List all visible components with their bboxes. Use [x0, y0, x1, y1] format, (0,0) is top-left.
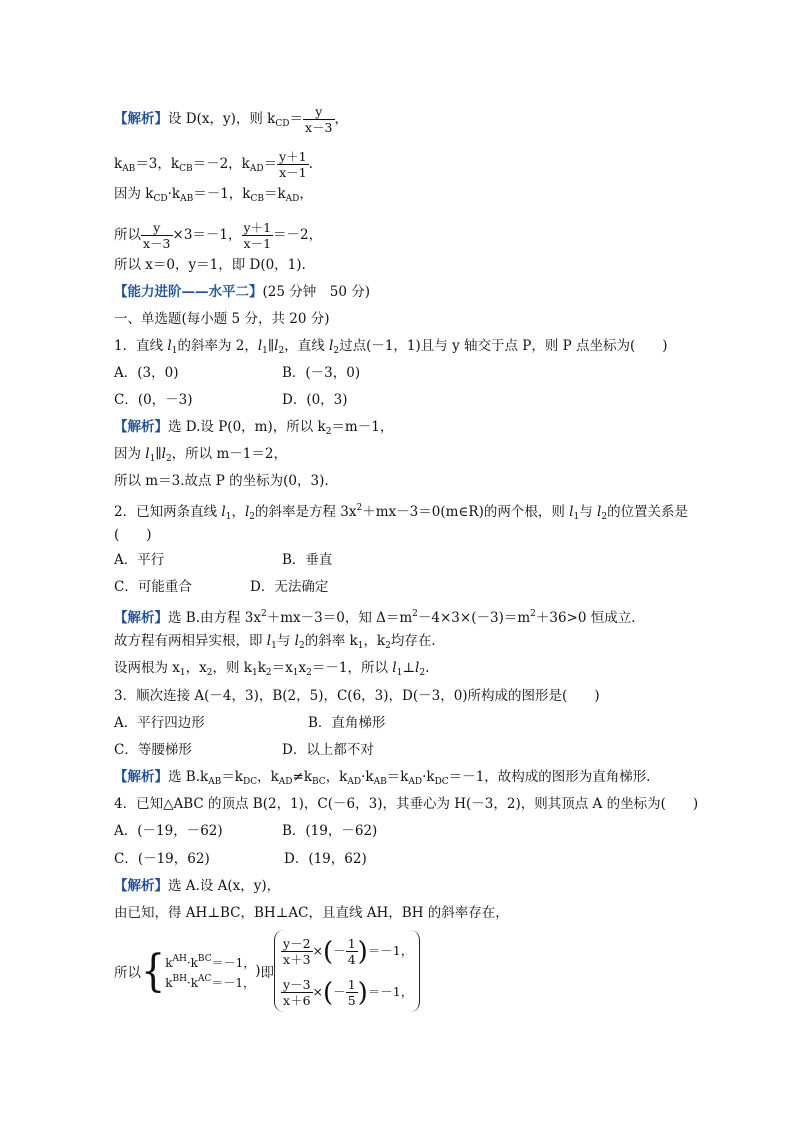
q3-stem: 3．顺次连接 A(－4，3)，B(2，5)，C(6，3)，D(－3，0)所构成的图形是( ): [114, 688, 600, 704]
q4-option-d: D．(19，62): [284, 851, 367, 867]
q2-option-d: D．无法确定: [250, 579, 329, 595]
q2-answer-line-2: 故方程有两相异实根，即 $l_1$与 $l_2$的斜率 $k_1$，$k_2$均存在．: [114, 633, 445, 651]
q2-option-c: C．可能重合: [114, 579, 192, 595]
section-title: 一、单选题(每小题 5 分，共 20 分): [114, 311, 330, 327]
q4-answer-line-2: 由已知，得 AH⊥BC，BH⊥AC，且直线 AH，BH 的斜率存在，: [114, 905, 509, 921]
left-brace: {: [141, 945, 166, 997]
q4-equation-system: 所以{ $k^{AH}\cdot k^{BC}=-1$， $k^{BH}\cdot k^{AC}=-1$， )即 $\frac{y-2}{x+3}$ ×(－ $\frac{1}{4}$ )＝－1， $\frac{y-3}{x+6}$ ×(－ $\frac{1}{5}$ )＝－1，: [114, 930, 420, 1012]
q2-stem-bracket: ( ): [114, 527, 152, 543]
q1-stem: 1．直线 $l_1$的斜率为 2，$l_1\parallel l_2$，直线 $l_2$过点(－1，1)且与 y 轴交于点 P，则 P 点坐标为( ): [114, 338, 668, 356]
level-tag: 【能力进阶——水平二】: [114, 284, 263, 300]
expanded-equation-system: $\frac{y-2}{x+3}$ ×(－ $\frac{1}{4}$ )＝－1， $\frac{y-3}{x+6}$ ×(－ $\frac{1}{5}$ )＝－1，: [274, 930, 420, 1012]
fraction: $\frac{y}{x-3}$: [143, 220, 171, 251]
q1-option-a: A．(3，0): [114, 365, 179, 381]
q3-option-c: C．等腰梯形: [114, 742, 192, 758]
q4-option-b: B．(19，－62): [282, 823, 378, 839]
q2-answer-line-3: 设两根为 $x_1$，$x_2$，则 $k_1k_2=x_1x_2=-1$，所以 $l_1\perp l_2$.: [114, 660, 430, 678]
fraction: $\frac{y}{x-3}$: [304, 104, 333, 135]
q1-option-d: D．(0，3): [282, 392, 348, 408]
q3-option-d: D．以上都不对: [282, 742, 374, 758]
q1-option-b: B．(－3，0): [282, 365, 361, 381]
intro-line-5: 所以 x＝0，y＝1，即 D(0，1).: [114, 257, 306, 273]
intro-line-1: 【解析】设 D(x，y)，则 $k_{CD}=$ $\frac{y}{x-3}$ ，: [114, 104, 348, 135]
q1-answer-line-3: 所以 m＝3.故点 P 的坐标为(0，3).: [114, 473, 329, 489]
slope-product-system: $k^{AH}\cdot k^{BC}=-1$， $k^{BH}\cdot k^{AC}=-1$，: [165, 954, 256, 990]
q4-stem: 4．已知△ABC 的顶点 B(2，1)，C(－6，3)，其垂心为 H(－3，2)，则其顶点 A 的坐标为( ): [114, 796, 699, 812]
q1-answer-line-1: 【解析】选 D.设 P(0，m)，所以 $k_2=m-1$，: [114, 419, 394, 437]
q2-option-b: B．垂直: [282, 552, 333, 568]
q4-answer-line-1: 【解析】选 A.设 A(x，y)，: [114, 878, 281, 894]
q3-option-a: A．平行四边形: [114, 715, 205, 731]
intro-line-3: 因为 $k_{CD}\cdot k_{AB}=-1$，$k_{CB}=k_{AD}$，: [114, 186, 313, 204]
q2-answer-line-1: 【解析】选 B.由方程 $3x^2+mx-3=0$，知 $\Delta=m^2-4\times 3\times(-3)=m^2+36>0$ 恒成立．: [114, 609, 645, 626]
intro-line-4: 所以 $\frac{y}{x-3}$ ×3＝－1， $\frac{y+1}{x-1}$ ＝－2，: [114, 220, 323, 251]
q2-option-a: A．平行: [114, 552, 165, 568]
fraction: $\frac{y+1}{x-1}$: [243, 220, 272, 251]
q3-answer: 【解析】选 $B.k_{AB}=k_{DC}$，$k_{AD}\ne k_{BC}$，$k_{AD}\cdot k_{AB}=k_{AD}\cdot k_{DC}=-1$，故构成的图形为直角梯形．: [114, 769, 660, 787]
intro-line-2: $k_{AB}=3$，$k_{CB}=-2$，$k_{AD}=$ $\frac{y+1}{x-1}$ .: [114, 149, 313, 180]
q4-option-c: C．(－19，62): [114, 851, 210, 867]
fraction: $\frac{y+1}{x-1}$: [279, 149, 307, 180]
q1-answer-line-2: 因为 $l_1\parallel l_2$，所以 m－1＝2，: [114, 446, 287, 464]
q3-option-b: B．直角梯形: [308, 715, 386, 731]
q2-stem: 2．已知两条直线 $l_1$，$l_2$的斜率是方程 $3x^2+mx-3=0(m\in R)$的两个根，则 $l_1$与 $l_2$的位置关系是: [114, 503, 689, 522]
q1-option-c: C．(0，－3): [114, 392, 193, 408]
level-heading: 【能力进阶——水平二】(25 分钟 50 分): [114, 284, 370, 300]
q4-option-a: A．(－19，－62): [114, 823, 223, 839]
jiexi-tag: 【解析】: [114, 111, 168, 127]
